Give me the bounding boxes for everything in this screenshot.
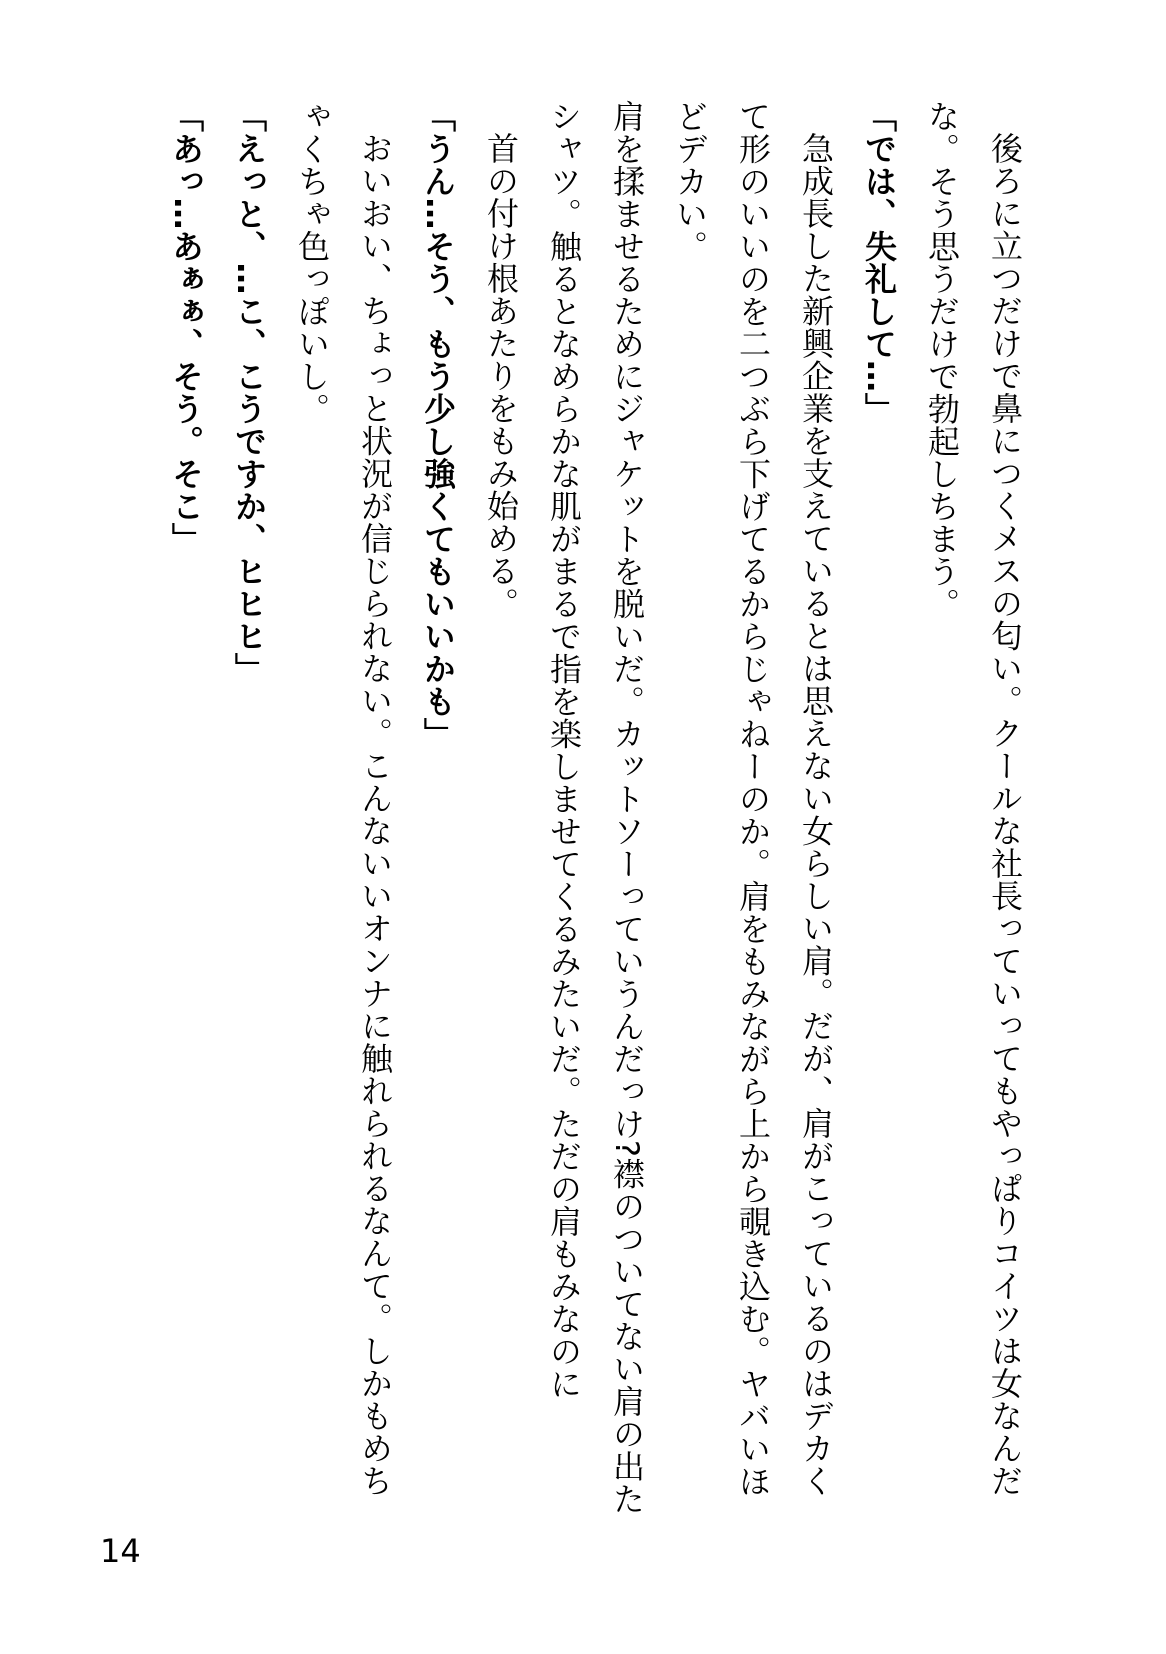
paragraph-dialogue-4: 「あっ…あぁぁ、そう。そこ」 — [167, 100, 205, 555]
paragraph-narration-3: 肩を揉ませるためにジャケットを脱いだ。カットソーっていうんだっけ?襟のついてない肩の出たシャツ。触るとなめらかな肌がまるで指を楽しませてくるみたいだ。ただの肩もみなのに — [545, 100, 646, 1515]
paragraph-narration-5: おいおい、ちょっと状況が信じられない。こんないいオンナに触れられるなんて。しかもめちゃくちゃ色っぽいし。 — [293, 100, 394, 1497]
paragraph-narration-1: 後ろに立つだけで鼻につくメスの匂い。クールな社長っていってもやっぱりコイツは女なんだな。そう思うだけで勃起しちまう。 — [923, 100, 1024, 1497]
page-number: 14 — [100, 1532, 141, 1570]
paragraph-narration-2: 急成長した新興企業を支えているとは思えない女らしい肩。だが、肩がこっているのはデカくて形のいいのを二つぶら下げてるからじゃねーのか。肩をもみながら上から覗き込む。ヤバいほどデカい。 — [671, 100, 835, 1498]
paragraph-dialogue-2: 「うん…そう、もう少し強くてもいいかも」 — [419, 100, 457, 750]
paragraph-dialogue-3: 「えっと、…こ、こうですか、ヒヒヒ」 — [230, 100, 268, 685]
vertical-text-body — [154, 100, 1036, 1520]
paragraph-dialogue-1: 「では、失礼して…」 — [860, 100, 898, 425]
paragraph-narration-4: 首の付け根あたりをもみ始める。 — [482, 132, 520, 620]
